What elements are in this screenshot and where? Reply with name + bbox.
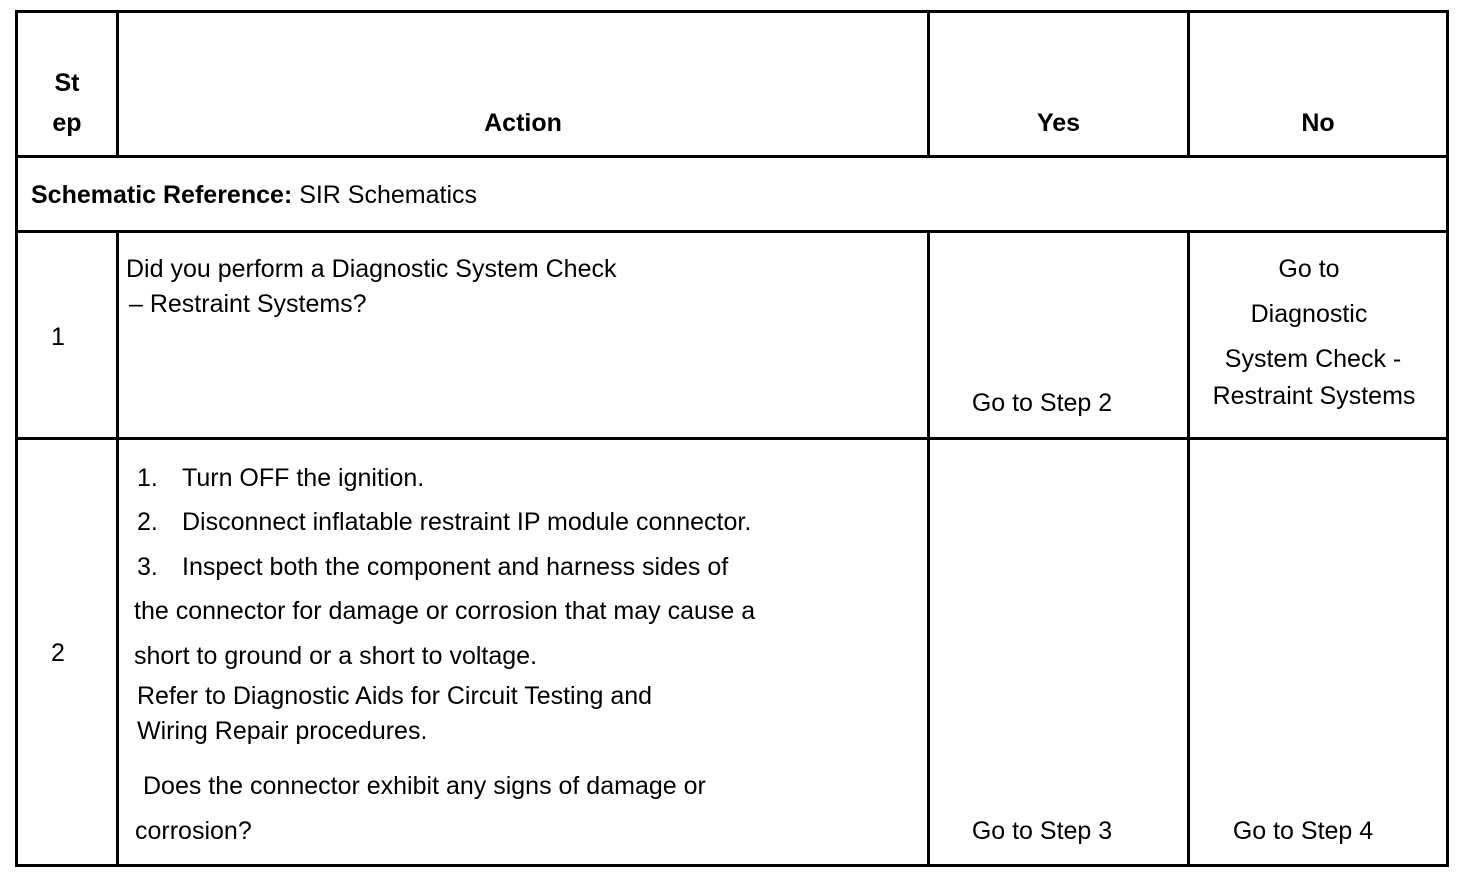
header-yes: Yes [1036, 109, 1081, 137]
header-step-line2: ep [52, 109, 82, 137]
refer-text[interactable]: Wiring Repair procedures. [137, 717, 428, 745]
list-item-number: 3. [137, 553, 158, 581]
schematic-reference [31, 180, 477, 210]
action-text: the connector for damage or corrosion that may cause a [134, 597, 756, 625]
header-step-line1: St [54, 69, 80, 97]
schematic-label: Schematic Reference: [31, 181, 293, 209]
action-text: Did you perform a Diagnostic System Check [126, 255, 617, 283]
action-text: – Restraint Systems? [129, 290, 367, 318]
column-divider-step [116, 230, 119, 867]
step-number: 1 [51, 323, 65, 351]
no-link-line2[interactable]: Diagnostic [1250, 300, 1368, 328]
header-no: No [1301, 109, 1335, 137]
column-divider-action [927, 230, 930, 867]
no-link-line3[interactable]: System Check - [1224, 345, 1402, 373]
schematic-divider [15, 230, 1449, 233]
no-link[interactable]: Go to Step 4 [1232, 817, 1374, 845]
list-item-number: 2. [137, 508, 158, 536]
yes-link[interactable]: Go to Step 2 [971, 389, 1113, 417]
yes-link[interactable]: Go to Step 3 [971, 817, 1113, 845]
list-item-text: Inspect both the component and harness sides of [182, 553, 729, 581]
refer-text[interactable]: Refer to Diagnostic Aids for Circuit Testing and [137, 682, 653, 710]
row-divider [15, 437, 1449, 440]
question-text: Does the connector exhibit any signs of damage or [143, 772, 706, 800]
header-divider [15, 155, 1449, 158]
list-item-text: Disconnect inflatable restraint IP module connector. [182, 508, 752, 536]
step-number: 2 [51, 639, 65, 667]
question-text: corrosion? [135, 817, 252, 845]
no-link-line1[interactable]: Go to [1278, 255, 1340, 283]
action-text: short to ground or a short to voltage. [134, 642, 538, 670]
list-item-text: Turn OFF the ignition. [182, 464, 425, 492]
header-action: Action [484, 109, 562, 137]
no-link-line4[interactable]: Restraint Systems [1212, 382, 1416, 410]
list-item-number: 1. [137, 464, 158, 492]
schematic-link[interactable]: SIR Schematics [299, 181, 478, 209]
